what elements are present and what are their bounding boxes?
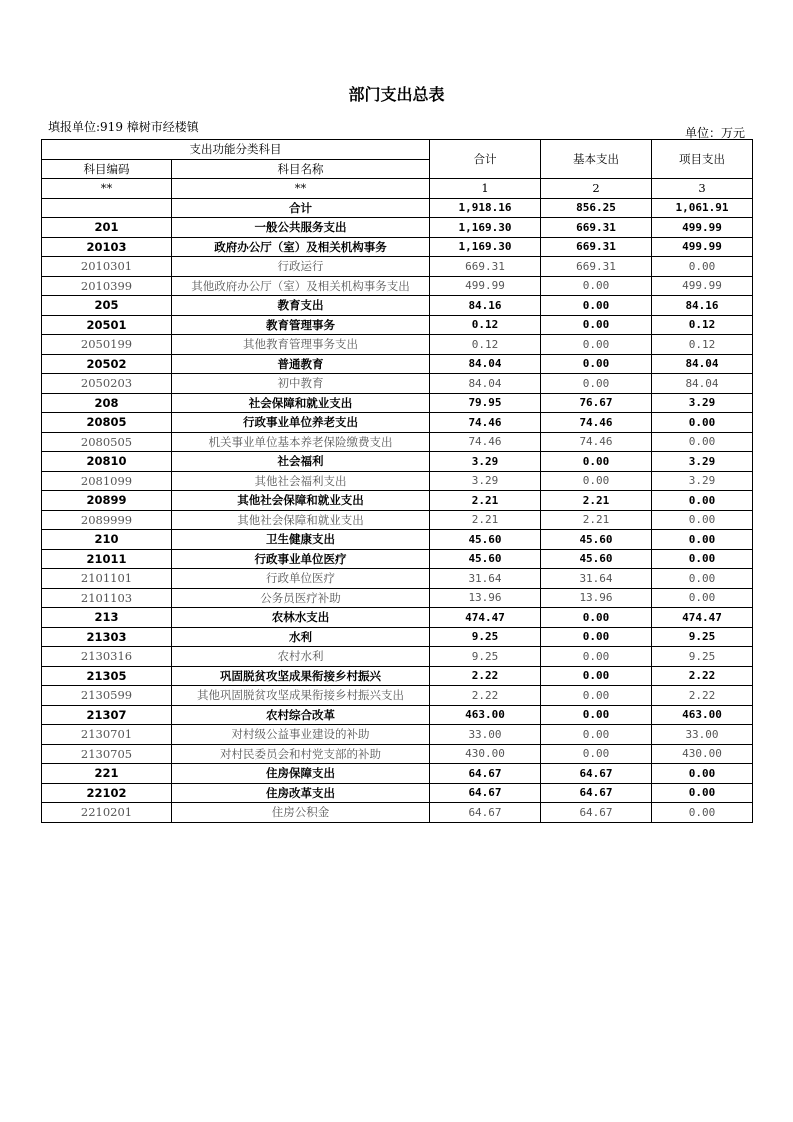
row-total: 74.46: [430, 432, 541, 452]
row-basic: 669.31: [541, 237, 652, 257]
row-basic: 0.00: [541, 471, 652, 491]
row-total: 2.22: [430, 666, 541, 686]
page-title: 部门支出总表: [348, 85, 445, 104]
row-project: 84.04: [652, 374, 753, 394]
row-total: 84.16: [430, 296, 541, 316]
row-basic: 0.00: [541, 666, 652, 686]
row-name: 卫生健康支出: [172, 530, 430, 550]
row-name: 其他巩固脱贫攻坚成果衔接乡村振兴支出: [172, 686, 430, 706]
row-name: 教育管理事务: [172, 315, 430, 335]
table-row: [42, 198, 753, 218]
row-code: 2050199: [42, 335, 172, 355]
row-code: 2081099: [42, 471, 172, 491]
row-code: 21011: [42, 549, 172, 569]
row-basic: 0.00: [541, 374, 652, 394]
row-total: 3.29: [430, 452, 541, 472]
header-total: 合计: [430, 140, 541, 179]
table-row: [42, 725, 753, 745]
row-total: 1,918.16: [430, 198, 541, 218]
row-code: 20501: [42, 315, 172, 335]
row-basic: 31.64: [541, 569, 652, 589]
row-project: 0.00: [652, 588, 753, 608]
row-name: 对村民委员会和村党支部的补助: [172, 744, 430, 764]
row-name: 其他教育管理事务支出: [172, 335, 430, 355]
row-project: 463.00: [652, 705, 753, 725]
filling-unit: 填报单位:919 樟树市经楼镇: [48, 120, 199, 134]
row-project: 0.00: [652, 257, 753, 277]
header-name: 科目名称: [172, 159, 430, 179]
row-code: 2130316: [42, 647, 172, 667]
row-name: 住房改革支出: [172, 783, 430, 803]
row-name: 一般公共服务支出: [172, 218, 430, 238]
row-total: 79.95: [430, 393, 541, 413]
table-row: [42, 218, 753, 238]
index-name: **: [172, 179, 430, 199]
row-code: 205: [42, 296, 172, 316]
row-project: 0.00: [652, 413, 753, 433]
row-total: 31.64: [430, 569, 541, 589]
row-total: 0.12: [430, 335, 541, 355]
row-basic: 74.46: [541, 432, 652, 452]
row-basic: 0.00: [541, 705, 652, 725]
row-project: 0.12: [652, 315, 753, 335]
row-project: 1,061.91: [652, 198, 753, 218]
header-code: 科目编码: [42, 159, 172, 179]
row-code: 2130705: [42, 744, 172, 764]
table-row: [42, 588, 753, 608]
row-total: 2.21: [430, 491, 541, 511]
table-row: [42, 783, 753, 803]
row-total: 499.99: [430, 276, 541, 296]
row-project: 474.47: [652, 608, 753, 628]
row-name: 其他社会保障和就业支出: [172, 510, 430, 530]
row-total: 463.00: [430, 705, 541, 725]
row-code: 2080505: [42, 432, 172, 452]
row-project: 0.00: [652, 530, 753, 550]
table-row: [42, 374, 753, 394]
row-code: 201: [42, 218, 172, 238]
table-row: [42, 569, 753, 589]
table-row: [42, 627, 753, 647]
row-project: 430.00: [652, 744, 753, 764]
row-basic: 2.21: [541, 491, 652, 511]
row-name: 行政运行: [172, 257, 430, 277]
row-basic: 74.46: [541, 413, 652, 433]
row-code: 2010399: [42, 276, 172, 296]
row-code: 208: [42, 393, 172, 413]
row-code: 20502: [42, 354, 172, 374]
row-total: 45.60: [430, 530, 541, 550]
row-basic: 76.67: [541, 393, 652, 413]
table-row: [42, 452, 753, 472]
row-project: 84.16: [652, 296, 753, 316]
row-basic: 0.00: [541, 452, 652, 472]
row-basic: 64.67: [541, 783, 652, 803]
table-row: [42, 530, 753, 550]
row-name: 社会福利: [172, 452, 430, 472]
row-total: 84.04: [430, 374, 541, 394]
row-total: 45.60: [430, 549, 541, 569]
row-name: 普通教育: [172, 354, 430, 374]
table-row: [42, 276, 753, 296]
row-basic: 45.60: [541, 549, 652, 569]
row-name: 社会保障和就业支出: [172, 393, 430, 413]
table-row: [42, 686, 753, 706]
row-project: 9.25: [652, 647, 753, 667]
table-row: [42, 744, 753, 764]
row-code: 2010301: [42, 257, 172, 277]
row-project: 0.00: [652, 432, 753, 452]
row-basic: 856.25: [541, 198, 652, 218]
row-name: 农村综合改革: [172, 705, 430, 725]
row-basic: 0.00: [541, 627, 652, 647]
row-code: 2101101: [42, 569, 172, 589]
header-project: 项目支出: [652, 140, 753, 179]
row-code: [42, 198, 172, 218]
row-code: 21303: [42, 627, 172, 647]
row-name: 其他社会福利支出: [172, 471, 430, 491]
row-name: 合计: [172, 198, 430, 218]
table-row: [42, 666, 753, 686]
row-name: 其他政府办公厅（室）及相关机构事务支出: [172, 276, 430, 296]
table-row: [42, 803, 753, 823]
row-basic: 0.00: [541, 354, 652, 374]
row-basic: 0.00: [541, 725, 652, 745]
row-project: 0.00: [652, 783, 753, 803]
row-project: 0.00: [652, 491, 753, 511]
row-total: 9.25: [430, 627, 541, 647]
row-project: 84.04: [652, 354, 753, 374]
table-row: [42, 432, 753, 452]
row-project: 2.22: [652, 666, 753, 686]
expenditure-table: [41, 139, 753, 823]
row-basic: 45.60: [541, 530, 652, 550]
row-project: 0.00: [652, 764, 753, 784]
row-name: 行政事业单位养老支出: [172, 413, 430, 433]
row-project: 0.00: [652, 803, 753, 823]
table-row: [42, 393, 753, 413]
table-row: [42, 335, 753, 355]
row-project: 3.29: [652, 452, 753, 472]
index-project: 3: [652, 179, 753, 199]
table-row: [42, 491, 753, 511]
row-name: 教育支出: [172, 296, 430, 316]
table-row: [42, 237, 753, 257]
row-code: 21305: [42, 666, 172, 686]
row-basic: 0.00: [541, 686, 652, 706]
row-total: 74.46: [430, 413, 541, 433]
header-basic: 基本支出: [541, 140, 652, 179]
row-name: 初中教育: [172, 374, 430, 394]
header-function-category: 支出功能分类科目: [42, 140, 430, 160]
row-code: 2101103: [42, 588, 172, 608]
row-name: 水利: [172, 627, 430, 647]
row-name: 其他社会保障和就业支出: [172, 491, 430, 511]
table-row: [42, 257, 753, 277]
currency-unit: 单位：万元: [684, 126, 745, 140]
row-basic: 669.31: [541, 218, 652, 238]
row-project: 3.29: [652, 393, 753, 413]
row-basic: 0.00: [541, 315, 652, 335]
row-code: 20805: [42, 413, 172, 433]
row-name: 住房保障支出: [172, 764, 430, 784]
row-total: 64.67: [430, 803, 541, 823]
row-name: 公务员医疗补助: [172, 588, 430, 608]
row-project: 0.12: [652, 335, 753, 355]
row-basic: 0.00: [541, 276, 652, 296]
table-body: [42, 198, 753, 822]
row-project: 0.00: [652, 549, 753, 569]
row-code: 213: [42, 608, 172, 628]
row-code: 210: [42, 530, 172, 550]
row-total: 430.00: [430, 744, 541, 764]
row-code: 2089999: [42, 510, 172, 530]
row-basic: 0.00: [541, 647, 652, 667]
row-name: 行政事业单位医疗: [172, 549, 430, 569]
row-project: 499.99: [652, 218, 753, 238]
row-total: 2.21: [430, 510, 541, 530]
row-basic: 0.00: [541, 296, 652, 316]
row-basic: 64.67: [541, 764, 652, 784]
row-name: 巩固脱贫攻坚成果衔接乡村振兴: [172, 666, 430, 686]
row-project: 499.99: [652, 237, 753, 257]
row-code: 22102: [42, 783, 172, 803]
table-row: [42, 471, 753, 491]
row-name: 对村级公益事业建设的补助: [172, 725, 430, 745]
row-basic: 0.00: [541, 608, 652, 628]
table-row: [42, 315, 753, 335]
row-name: 农林水支出: [172, 608, 430, 628]
row-code: 20899: [42, 491, 172, 511]
row-total: 669.31: [430, 257, 541, 277]
row-total: 3.29: [430, 471, 541, 491]
row-code: 20810: [42, 452, 172, 472]
index-code: **: [42, 179, 172, 199]
row-name: 住房公积金: [172, 803, 430, 823]
row-basic: 13.96: [541, 588, 652, 608]
index-basic: 2: [541, 179, 652, 199]
table-row: [42, 608, 753, 628]
row-code: 2210201: [42, 803, 172, 823]
row-total: 64.67: [430, 764, 541, 784]
table-row: [42, 354, 753, 374]
row-project: 499.99: [652, 276, 753, 296]
row-basic: 2.21: [541, 510, 652, 530]
table-row: [42, 705, 753, 725]
row-code: 2130599: [42, 686, 172, 706]
row-project: 0.00: [652, 510, 753, 530]
row-project: 2.22: [652, 686, 753, 706]
row-total: 64.67: [430, 783, 541, 803]
row-basic: 669.31: [541, 257, 652, 277]
row-project: 3.29: [652, 471, 753, 491]
table-row: [42, 413, 753, 433]
row-total: 1,169.30: [430, 237, 541, 257]
row-project: 33.00: [652, 725, 753, 745]
row-code: 2130701: [42, 725, 172, 745]
row-name: 行政单位医疗: [172, 569, 430, 589]
row-total: 33.00: [430, 725, 541, 745]
row-code: 221: [42, 764, 172, 784]
index-total: 1: [430, 179, 541, 199]
row-project: 0.00: [652, 569, 753, 589]
row-project: 9.25: [652, 627, 753, 647]
row-total: 0.12: [430, 315, 541, 335]
row-name: 机关事业单位基本养老保险缴费支出: [172, 432, 430, 452]
table-row: [42, 764, 753, 784]
table-row: [42, 510, 753, 530]
row-total: 2.22: [430, 686, 541, 706]
table-row: [42, 296, 753, 316]
row-code: 2050203: [42, 374, 172, 394]
row-code: 21307: [42, 705, 172, 725]
row-total: 9.25: [430, 647, 541, 667]
table-row: [42, 647, 753, 667]
row-basic: 0.00: [541, 335, 652, 355]
row-code: 20103: [42, 237, 172, 257]
row-basic: 0.00: [541, 744, 652, 764]
row-name: 农村水利: [172, 647, 430, 667]
row-total: 1,169.30: [430, 218, 541, 238]
row-total: 474.47: [430, 608, 541, 628]
row-total: 84.04: [430, 354, 541, 374]
table-row: [42, 549, 753, 569]
row-basic: 64.67: [541, 803, 652, 823]
row-name: 政府办公厅（室）及相关机构事务: [172, 237, 430, 257]
row-total: 13.96: [430, 588, 541, 608]
